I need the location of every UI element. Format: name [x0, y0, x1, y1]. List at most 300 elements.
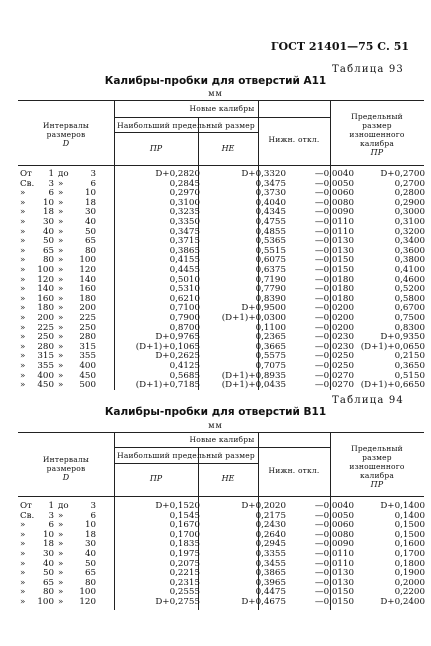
- interval-b: 450: [79, 370, 96, 381]
- column-new-gauges: Новые калибры: [189, 435, 255, 444]
- page-header: ГОСТ 21401—75 С. 51: [270, 40, 409, 53]
- interval-a: 1: [48, 169, 54, 179]
- pr-cell: D+0,2820: [155, 169, 200, 179]
- ne-cell: 0,8390: [255, 293, 286, 304]
- ne-cell: 0,5515: [255, 245, 286, 256]
- interval-do: »: [58, 332, 64, 343]
- table-row: [20, 531, 425, 541]
- interval-do: »: [58, 284, 64, 295]
- lower-deviation-cell: —0,0080: [314, 529, 354, 540]
- interval-a: 40: [42, 226, 54, 237]
- table-row: [20, 569, 425, 579]
- lower-deviation-cell: —0,0180: [314, 284, 354, 295]
- ne-cell: D+0,4675: [241, 597, 286, 607]
- lower-deviation-cell: —0,0080: [314, 197, 354, 208]
- interval-pre: »: [20, 351, 26, 362]
- interval-b: 225: [79, 313, 96, 323]
- worn-limit-cell: 0,1500: [394, 520, 425, 531]
- interval-do: »: [58, 539, 64, 550]
- pr-cell: 0,8700: [169, 322, 200, 333]
- interval-do: »: [58, 341, 64, 352]
- interval-do: »: [58, 207, 64, 218]
- pr-cell: D+0,1520: [155, 501, 200, 511]
- pr-cell: D+0,9765: [155, 332, 200, 343]
- ne-cell: 0,4040: [255, 197, 286, 208]
- table-title: Калибры-пробки для отверстий B11: [104, 406, 327, 418]
- interval-b: 100: [79, 255, 96, 266]
- pr-cell: 0,3475: [169, 226, 200, 237]
- pr-cell: 0,7100: [169, 303, 200, 314]
- ne-cell: 0,7790: [255, 284, 286, 295]
- interval-pre: »: [20, 265, 26, 275]
- worn-limit-cell: 0,1600: [394, 539, 425, 550]
- table-row: [20, 521, 425, 531]
- interval-a: 280: [37, 341, 54, 352]
- pr-cell: 0,2315: [169, 577, 200, 588]
- column-pr: ПР: [149, 474, 163, 483]
- worn-limit-cell: (D+1)+0,6650: [360, 380, 425, 391]
- interval-b: 10: [84, 188, 96, 199]
- interval-b: 40: [84, 217, 96, 227]
- interval-do: »: [58, 510, 64, 521]
- lower-deviation-cell: —0,0110: [314, 558, 354, 569]
- interval-pre: »: [20, 549, 26, 559]
- pr-cell: 0,4125: [169, 361, 200, 371]
- table-row: [20, 598, 425, 608]
- worn-limit-cell: 0,5200: [394, 284, 425, 295]
- interval-b: 65: [84, 236, 96, 247]
- interval-pre: »: [20, 188, 26, 199]
- interval-a: 225: [37, 322, 54, 333]
- pr-cell: 0,2845: [169, 178, 200, 189]
- table-row: [20, 512, 425, 522]
- ne-cell: 0,4345: [255, 207, 286, 218]
- lower-deviation-cell: —0,0200: [314, 313, 354, 323]
- ne-cell: 0,7075: [255, 361, 286, 371]
- ne-cell: 0,2365: [255, 332, 286, 343]
- column-ne: НЕ: [221, 144, 235, 153]
- ne-cell: 0,4755: [255, 217, 286, 227]
- ne-cell: 0,5365: [255, 236, 286, 247]
- interval-b: 120: [79, 597, 96, 607]
- interval-a: 80: [42, 587, 54, 598]
- lower-deviation-cell: —0,0040: [314, 169, 354, 179]
- interval-do: »: [58, 577, 64, 588]
- table-row: [20, 550, 425, 560]
- interval-b: 65: [84, 568, 96, 579]
- worn-limit-cell: D+0,2400: [380, 597, 425, 607]
- interval-pre: »: [20, 274, 26, 285]
- interval-pre: »: [20, 529, 26, 540]
- interval-b: 140: [79, 274, 96, 285]
- ne-cell: D+0,9500: [241, 303, 286, 314]
- interval-do: »: [58, 361, 64, 371]
- worn-limit-cell: 0,1400: [394, 510, 425, 521]
- interval-pre: »: [20, 284, 26, 295]
- lower-deviation-cell: —0,0130: [314, 577, 354, 588]
- interval-b: 10: [84, 520, 96, 531]
- interval-a: 18: [42, 207, 54, 218]
- lower-deviation-cell: —0,0200: [314, 322, 354, 333]
- interval-b: 315: [79, 341, 96, 352]
- interval-pre: Св.: [20, 510, 35, 521]
- interval-pre: »: [20, 568, 26, 579]
- pr-cell: 0,2075: [169, 558, 200, 569]
- worn-limit-cell: 0,3100: [394, 217, 425, 227]
- lower-deviation-cell: —0,0150: [314, 597, 354, 607]
- column-intervals: Интервалы размеров D: [42, 121, 90, 148]
- ne-cell: 0,6375: [255, 265, 286, 275]
- interval-b: 18: [84, 197, 96, 208]
- interval-a: 200: [37, 313, 54, 323]
- worn-limit-cell: 0,3650: [394, 361, 425, 371]
- worn-limit-cell: 0,2700: [394, 178, 425, 189]
- interval-a: 18: [42, 539, 54, 550]
- ne-cell: (D+1)+0,8935: [221, 370, 286, 381]
- ne-cell: 0,3730: [255, 188, 286, 199]
- interval-b: 40: [84, 549, 96, 559]
- table-row: [20, 540, 425, 550]
- interval-b: 30: [84, 539, 96, 550]
- lower-deviation-cell: —0,0250: [314, 351, 354, 362]
- pr-cell: 0,3235: [169, 207, 200, 218]
- interval-a: 250: [37, 332, 54, 343]
- interval-b: 200: [79, 303, 96, 314]
- interval-pre: »: [20, 587, 26, 598]
- interval-do: »: [58, 587, 64, 598]
- interval-a: 3: [48, 510, 54, 521]
- interval-b: 3: [90, 501, 96, 511]
- interval-b: 100: [79, 587, 96, 598]
- worn-limit-cell: 0,4600: [394, 274, 425, 285]
- pr-cell: 0,5685: [169, 370, 200, 381]
- worn-limit-cell: 0,3600: [394, 245, 425, 256]
- ne-cell: 0,1100: [255, 322, 286, 333]
- table-number: Таблица 94: [332, 395, 404, 406]
- lower-deviation-cell: —0,0130: [314, 245, 354, 256]
- pr-cell: (D+1)+0,7185: [135, 380, 200, 391]
- worn-limit-cell: 0,3800: [394, 255, 425, 266]
- interval-pre: »: [20, 236, 26, 247]
- worn-limit-cell: D+0,2700: [380, 169, 425, 179]
- lower-deviation-cell: —0,0090: [314, 539, 354, 550]
- interval-a: 450: [37, 380, 54, 391]
- interval-pre: »: [20, 217, 26, 227]
- pr-cell: 0,2555: [169, 587, 200, 598]
- interval-do: »: [58, 568, 64, 579]
- lower-deviation-cell: —0,0110: [314, 217, 354, 227]
- interval-do: »: [58, 549, 64, 559]
- worn-limit-cell: 0,5150: [394, 370, 425, 381]
- interval-b: 400: [79, 361, 96, 371]
- interval-pre: »: [20, 313, 26, 323]
- pr-cell: 0,1835: [169, 539, 200, 550]
- pr-cell: 0,4455: [169, 265, 200, 275]
- interval-pre: »: [20, 361, 26, 371]
- interval-b: 500: [79, 380, 96, 391]
- interval-a: 6: [48, 520, 54, 531]
- worn-limit-cell: 0,3000: [394, 207, 425, 218]
- interval-a: 400: [37, 370, 54, 381]
- pr-cell: (D+1)+0,1065: [135, 341, 200, 352]
- interval-b: 50: [84, 558, 96, 569]
- ne-cell: 0,3665: [255, 341, 286, 352]
- interval-do: »: [58, 178, 64, 189]
- pr-cell: 0,3350: [169, 217, 200, 227]
- interval-b: 250: [79, 322, 96, 333]
- ne-cell: 0,3455: [255, 558, 286, 569]
- pr-cell: 0,2970: [169, 188, 200, 199]
- interval-a: 40: [42, 558, 54, 569]
- lower-deviation-cell: —0,0110: [314, 549, 354, 559]
- worn-limit-cell: 0,2200: [394, 587, 425, 598]
- ne-cell: (D+1)+0,0300: [221, 313, 286, 323]
- interval-b: 80: [84, 245, 96, 256]
- interval-a: 100: [37, 597, 54, 607]
- interval-do: »: [58, 370, 64, 381]
- interval-a: 10: [42, 529, 54, 540]
- interval-a: 355: [37, 361, 54, 371]
- worn-limit-cell: 0,7500: [394, 313, 425, 323]
- pr-cell: 0,1545: [169, 510, 200, 521]
- table-unit: мм: [208, 89, 223, 98]
- ne-cell: 0,3965: [255, 577, 286, 588]
- interval-b: 30: [84, 207, 96, 218]
- interval-b: 280: [79, 332, 96, 343]
- worn-limit-cell: 0,2000: [394, 577, 425, 588]
- lower-deviation-cell: —0,0250: [314, 361, 354, 371]
- ne-cell: 0,3865: [255, 568, 286, 579]
- pr-cell: 0,1700: [169, 529, 200, 540]
- interval-do: »: [58, 558, 64, 569]
- interval-a: 3: [48, 178, 54, 189]
- interval-pre: »: [20, 207, 26, 218]
- ne-cell: (D+1)+0,0435: [221, 380, 286, 391]
- interval-do: »: [58, 313, 64, 323]
- worn-limit-cell: 0,6700: [394, 303, 425, 314]
- interval-a: 80: [42, 255, 54, 266]
- worn-limit-cell: D+0,1400: [380, 501, 425, 511]
- lower-deviation-cell: —0,0060: [314, 188, 354, 199]
- column-worn-limit: Предельный размер изношенного калибра ПР: [349, 444, 405, 489]
- lower-deviation-cell: —0,0230: [314, 332, 354, 343]
- pr-cell: 0,5310: [169, 284, 200, 295]
- worn-limit-cell: 0,3200: [394, 226, 425, 237]
- column-worn-limit: Предельный размер изношенного калибра ПР: [349, 112, 405, 157]
- interval-do: »: [58, 245, 64, 256]
- interval-pre: »: [20, 303, 26, 314]
- lower-deviation-cell: —0,0150: [314, 265, 354, 275]
- lower-deviation-cell: —0,0130: [314, 236, 354, 247]
- interval-pre: »: [20, 245, 26, 256]
- ne-cell: 0,2640: [255, 529, 286, 540]
- interval-pre: »: [20, 341, 26, 352]
- ne-cell: 0,5575: [255, 351, 286, 362]
- interval-a: 50: [42, 568, 54, 579]
- worn-limit-cell: 0,4100: [394, 265, 425, 275]
- lower-deviation-cell: —0,0150: [314, 255, 354, 266]
- pr-cell: 0,3865: [169, 245, 200, 256]
- interval-a: 65: [42, 245, 54, 256]
- interval-pre: »: [20, 520, 26, 531]
- worn-limit-cell: 0,3400: [394, 236, 425, 247]
- interval-do: »: [58, 274, 64, 285]
- pr-cell: 0,5010: [169, 274, 200, 285]
- interval-a: 1: [48, 501, 54, 511]
- interval-a: 30: [42, 549, 54, 559]
- interval-a: 180: [37, 303, 54, 314]
- column-lower-deviation: Нижн. откл.: [268, 466, 320, 475]
- worn-limit-cell: (D+1)+0,0650: [360, 341, 425, 352]
- lower-deviation-cell: —0,0180: [314, 274, 354, 285]
- lower-deviation-cell: —0,0200: [314, 303, 354, 314]
- column-new-gauges: Новые калибры: [189, 104, 255, 113]
- interval-pre: »: [20, 597, 26, 607]
- ne-cell: D+0,2020: [241, 501, 286, 511]
- table-unit: мм: [208, 421, 223, 430]
- ne-cell: 0,2175: [255, 510, 286, 521]
- interval-a: 160: [37, 293, 54, 304]
- interval-pre: »: [20, 370, 26, 381]
- interval-pre: Св.: [20, 178, 35, 189]
- interval-pre: »: [20, 558, 26, 569]
- interval-a: 315: [37, 351, 54, 362]
- ne-cell: 0,4475: [255, 587, 286, 598]
- table-number: Таблица 93: [332, 64, 404, 75]
- worn-limit-cell: 0,1900: [394, 568, 425, 579]
- lower-deviation-cell: —0,0040: [314, 501, 354, 511]
- column-lower-deviation: Нижн. откл.: [268, 135, 320, 144]
- lower-deviation-cell: —0,0130: [314, 568, 354, 579]
- worn-limit-cell: 0,2150: [394, 351, 425, 362]
- column-ne: НЕ: [221, 474, 235, 483]
- interval-b: 80: [84, 577, 96, 588]
- interval-b: 6: [90, 510, 96, 521]
- interval-pre: »: [20, 255, 26, 266]
- pr-cell: 0,3100: [169, 197, 200, 208]
- worn-limit-cell: 0,1700: [394, 549, 425, 559]
- interval-do: »: [58, 597, 64, 607]
- interval-a: 100: [37, 265, 54, 275]
- pr-cell: 0,7900: [169, 313, 200, 323]
- pr-cell: 0,1670: [169, 520, 200, 531]
- interval-pre: »: [20, 539, 26, 550]
- interval-do: »: [58, 265, 64, 275]
- lower-deviation-cell: —0,0060: [314, 520, 354, 531]
- interval-b: 3: [90, 169, 96, 179]
- pr-cell: 0,2215: [169, 568, 200, 579]
- pr-cell: D+0,2625: [155, 351, 200, 362]
- interval-b: 6: [90, 178, 96, 189]
- column-max-size: Наибольший предельный размер: [117, 121, 255, 130]
- lower-deviation-cell: —0,0110: [314, 226, 354, 237]
- lower-deviation-cell: —0,0090: [314, 207, 354, 218]
- interval-do: »: [58, 217, 64, 227]
- pr-cell: 0,1975: [169, 549, 200, 559]
- lower-deviation-cell: —0,0270: [314, 380, 354, 391]
- interval-pre: »: [20, 322, 26, 333]
- worn-limit-cell: 0,2800: [394, 188, 425, 199]
- interval-do: »: [58, 380, 64, 391]
- lower-deviation-cell: —0,0180: [314, 293, 354, 304]
- ne-cell: 0,3475: [255, 178, 286, 189]
- interval-do: »: [58, 255, 64, 266]
- interval-do: до: [58, 501, 69, 511]
- interval-a: 6: [48, 188, 54, 199]
- ne-cell: 0,3355: [255, 549, 286, 559]
- ne-cell: 0,7190: [255, 274, 286, 285]
- table-title: Калибры-пробки для отверстий A11: [104, 75, 327, 87]
- interval-pre: »: [20, 197, 26, 208]
- lower-deviation-cell: —0,0270: [314, 370, 354, 381]
- column-pr: ПР: [149, 144, 163, 153]
- interval-b: 18: [84, 529, 96, 540]
- worn-limit-cell: 0,5800: [394, 293, 425, 304]
- worn-limit-cell: D+0,9350: [380, 332, 425, 343]
- interval-b: 355: [79, 351, 96, 362]
- interval-pre: »: [20, 293, 26, 304]
- table-row: [20, 560, 425, 570]
- interval-do: »: [58, 303, 64, 314]
- column-intervals: Интервалы размеров D: [42, 455, 90, 482]
- interval-do: до: [58, 169, 69, 179]
- interval-pre: От: [20, 169, 32, 179]
- worn-limit-cell: 0,1800: [394, 558, 425, 569]
- pr-cell: 0,3715: [169, 236, 200, 247]
- interval-b: 180: [79, 293, 96, 304]
- interval-do: »: [58, 293, 64, 304]
- interval-pre: »: [20, 226, 26, 237]
- interval-a: 120: [37, 274, 54, 285]
- interval-pre: »: [20, 380, 26, 391]
- interval-do: »: [58, 197, 64, 208]
- ne-cell: 0,2945: [255, 539, 286, 550]
- interval-do: »: [58, 322, 64, 333]
- interval-pre: От: [20, 501, 32, 511]
- interval-a: 30: [42, 217, 54, 227]
- interval-b: 120: [79, 265, 96, 275]
- lower-deviation-cell: —0,0050: [314, 178, 354, 189]
- lower-deviation-cell: —0,0150: [314, 587, 354, 598]
- lower-deviation-cell: —0,0050: [314, 510, 354, 521]
- worn-limit-cell: 0,8300: [394, 322, 425, 333]
- worn-limit-cell: 0,2900: [394, 197, 425, 208]
- interval-do: »: [58, 520, 64, 531]
- lower-deviation-cell: —0,0230: [314, 341, 354, 352]
- ne-cell: 0,6075: [255, 255, 286, 266]
- ne-cell: 0,4855: [255, 226, 286, 237]
- column-max-size: Наибольший предельный размер: [117, 451, 255, 460]
- interval-b: 50: [84, 226, 96, 237]
- interval-a: 50: [42, 236, 54, 247]
- interval-do: »: [58, 188, 64, 199]
- pr-cell: 0,6210: [169, 293, 200, 304]
- table-row: [20, 502, 425, 512]
- ne-cell: 0,2430: [255, 520, 286, 531]
- interval-do: »: [58, 236, 64, 247]
- interval-do: »: [58, 226, 64, 237]
- pr-cell: D+0,2755: [155, 597, 200, 607]
- interval-a: 65: [42, 577, 54, 588]
- worn-limit-cell: 0,1500: [394, 529, 425, 540]
- interval-do: »: [58, 529, 64, 540]
- interval-a: 10: [42, 197, 54, 208]
- ne-cell: D+0,3320: [241, 169, 286, 179]
- interval-a: 140: [37, 284, 54, 295]
- interval-do: »: [58, 351, 64, 362]
- interval-pre: »: [20, 577, 26, 588]
- interval-pre: »: [20, 332, 26, 343]
